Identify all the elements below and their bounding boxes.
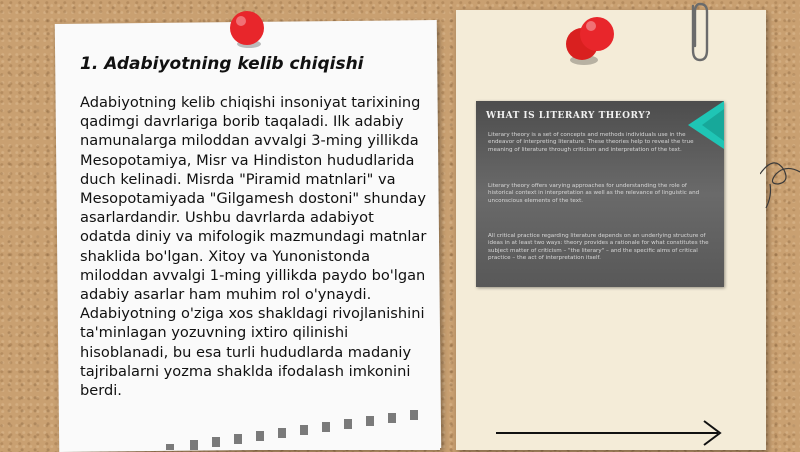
slide-point: Literary theory offers varying approaches for understanding the role of historical context in interpretation as well as the relevance of linguistic and unconscious elements of the text. bbox=[488, 183, 700, 204]
section-heading: 1. Adabiyotning kelib chiqishi bbox=[80, 54, 364, 74]
paperclip-icon bbox=[683, 0, 713, 64]
slide-point: All critical practice regarding literature depends on an underlying structure of ideas in at least two ways: theory provides a rationale for what constitutes the subject matter of criticism – "the literary" – and the specific aims of critical practice – the act of interpretation itself. bbox=[488, 233, 709, 262]
pushpin-icon bbox=[562, 12, 622, 68]
arrow-right-icon bbox=[494, 418, 724, 448]
slide-title: WHAT IS LITERARY THEORY? bbox=[486, 111, 651, 121]
string-decoration bbox=[760, 150, 800, 210]
pushpin-icon bbox=[226, 8, 268, 50]
slide-image bbox=[476, 101, 724, 287]
slide-point: Literary theory is a set of concepts and methods individuals use in the endeavor of interpreting literature. These theories help to reveal the true meaning of literature through criticism and interpretation of the text. bbox=[488, 132, 694, 153]
section-paragraph: Adabiyotning kelib chiqishi insoniyat tarixining qadimgi davrlariga borib taqaladi. Ilk adabiy namunalarga miloddan avvalgi 3-ming yillikda Mesopotamiya, Misr va Hindiston hududlarida duch kelinadi. Misrda "Piramid matnlari" va Mesopotamiyada "Gilgamesh dostoni" shunday asarlardandir. Ushbu davrlarda adabiyot odatda diniy va mifologik mazmundagi matnlar shaklida bo'lgan. Xitoy va Yunonistonda miloddan avvalgi 1-ming yillikda paydo bo'lgan adabiy asarlar ham muhim rol o'ynaydi. Adabiyotning o'ziga xos shakldagi rivojlanishini ta'minlagan yozuvning ixtiro qilinishi hisoblanadi, bu esa turli hududlarda madaniy tajribalarni yozma shaklda ifodalash imkonini berdi. bbox=[80, 94, 427, 400]
torn-paper-edge bbox=[160, 404, 440, 450]
